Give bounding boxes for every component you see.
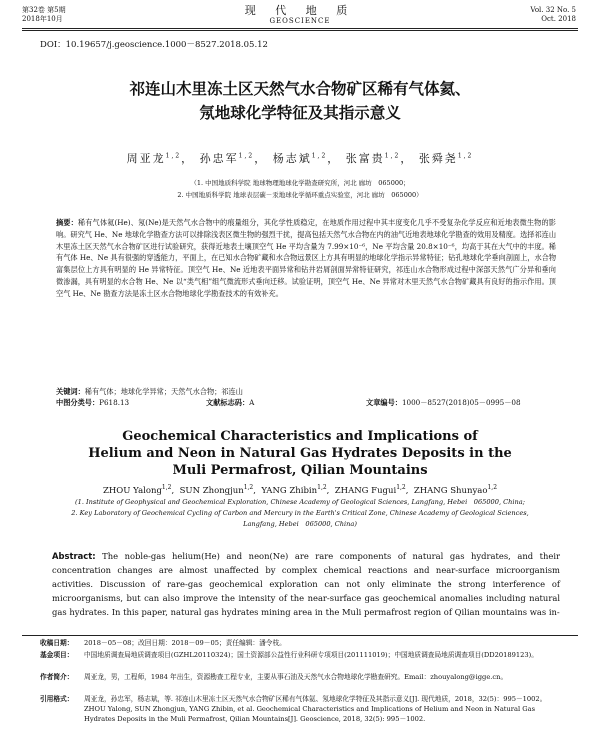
cn-keywords-text: 稀有气体；地球化学异常；天然气水合物；祁连山 <box>84 387 243 396</box>
en-title-line2: Helium and Neon in Natural Gas Hydrates Deposits in the <box>88 446 512 461</box>
cn-author-sup: 1,2 <box>165 152 182 160</box>
footnote-text: 周亚龙，男，工程师，1984 年出生，资源勘查工程专业，主要从事石油及天然气水合物地球化学勘查研究。Email：zhouyalong@igge.cn。 <box>84 673 508 681</box>
en-abstract-text: The noble-gas helium(He) and neon(Ne) are rare components of natural gas hydrates, and their concentration changes are almost unaffected by complex chemical reactions and near-surface microorganism activities. Discussion of rare-gas geochemical exploration can not only eliminate the strong interference of microorganisms, but can also improve the intensity of the near-surface gas geochemical anomalies including natural gas hydrates. In this paper, natural gas hydrates mining area in the Muli permafrost region of Qilian mountains was in- <box>52 551 560 617</box>
doc-code-label: 文献标志码： <box>206 398 250 407</box>
cn-author: 周亚龙 <box>126 152 166 165</box>
en-affiliations <box>40 497 560 530</box>
footnote-funding <box>40 650 570 660</box>
clc-value: P618.13 <box>99 398 130 407</box>
article-id-value: 1000－8527(2018)05－0995－08 <box>401 398 521 407</box>
footnote-label: 收稿日期： <box>40 639 74 647</box>
cn-author-sup: 1,2 <box>311 152 328 160</box>
journal-name-cn: 现 代 地 质 <box>244 4 356 17</box>
header-volume-en <box>530 6 576 24</box>
en-abstract-label: Abstract: <box>52 551 96 561</box>
header-date-cn: 2018年10月 <box>22 15 63 23</box>
cn-author-sup: 1,2 <box>457 152 474 160</box>
clc-label: 中图分类号： <box>56 398 100 407</box>
footnote-label: 作者简介： <box>40 673 74 681</box>
footnote-text: 中国地质调查局地质调查项目(GZHL20110324)；国土资源部公益性行业科研专项项目(201111019)；中国地质调查局地质调查项目(DD20189123)。 <box>84 651 538 659</box>
cn-keywords <box>56 386 556 397</box>
cn-affiliation-2: 2. 中国地质科学院 地球表层碳－汞地球化学循环重点实验室，河北 廊坊 065000） <box>177 191 423 199</box>
header-vol-cn: 第32卷 第5期 <box>22 6 66 14</box>
header-rule-top <box>22 28 578 29</box>
en-author-sup: 1,2 <box>161 484 172 491</box>
en-affiliation-1: (1. Institute of Geophysical and Geochemical Exploration, Chinese Academy of Geological Sciences, Langfang, Hebei 065000, China; <box>75 498 525 506</box>
cn-abstract-text: 稀有气体氦(He)、氖(Ne)是天然气水合物中的痕量组分，其化学性质稳定，在地质作用过程中其丰度变化几乎不受复杂化学反应和近地表微生物的影响。研究气 He、Ne 地球化学勘查方法可以排除浅表区微生物的强烈干扰，提高包括天然气水合物在内的油气近地表地球化学勘查的效用及精度。选择祁连山木里冻土区天然气水合物矿区进行试验研究，获得近地表土壤顶空气 He 平均含量为 7.99×10⁻⁶，Ne 平均含量 20.8×10⁻⁶，均高于其在大气中的丰度。稀有气体 He、Ne 具有很强的穿透能力，平面上，在已知水合物矿藏和水合物远景区上方具有明显的地球化学指示异常特征；钻孔地球化学垂向剖面上，水合物富集层位上方具有明显的 He 异常特征。顶空气 He、Ne 近地表平面异常和钻井岩屑剖面异常特征研究，祁连山水合物形成过程中深部天然气广分异和垂向微渗漏，具有明显的水合物 He、Ne 以“类气相”组气微流形式垂向迁移。试验证明，顶空气 He、Ne 异常对木里天然气水合物矿藏具有良好的指示作用。顶空气 He、Ne 勘查方法是冻土区水合物地球化学勘查技术的有效补充。 <box>56 218 557 298</box>
en-authors: ZHOU Yalong$^{1,2}$, SUN Zhongjun$^{1,2}$, YANG Zhibin$^{1,2}$, ZHANG Fugui$^{1,2}$, ZHANG Shunyao$^{1,2}$ <box>102 484 498 496</box>
cn-author-sup: 1,2 <box>384 152 401 160</box>
cn-title-line1: 祁连山木里冻土区天然气水合物矿区稀有气体氦、 <box>129 80 471 98</box>
header-journal <box>0 4 600 25</box>
en-author-sup: 1,2 <box>317 484 327 491</box>
cn-keywords-label: 关键词： <box>56 387 85 396</box>
en-author-sup: 1,2 <box>396 484 406 491</box>
en-author: YANG Zhibin <box>261 485 318 496</box>
cn-abstract <box>56 217 556 300</box>
footnote-rule <box>22 635 578 636</box>
en-affiliation-2: 2. Key Laboratory of Geochemical Cycling of Carbon and Mercury in the Earth's Critical Zone, Chinese Academy of Geological Sciences, <box>71 509 529 517</box>
header-date-en: Oct. 2018 <box>541 15 576 23</box>
journal-name-en: GEOSCIENCE <box>269 17 331 25</box>
footnote-text: 2018－05－08；改回日期：2018－09－05；责任编辑：潘令枝。 <box>84 639 286 647</box>
doc-code-value: A <box>249 398 255 407</box>
en-author-sup: 1,2 <box>243 484 254 491</box>
en-author: ZHANG Shunyao <box>413 485 488 496</box>
cn-abstract-label: 摘要： <box>56 218 78 227</box>
en-abstract <box>52 549 560 619</box>
cn-author: 杨志斌 <box>272 152 312 165</box>
doi: DOI：10.19657/j.geoscience.1000－8527.2018.05.12 <box>40 40 268 50</box>
cn-authors: 周亚龙$^{1,2}$， 孙忠军$^{1,2}$， 杨志斌$^{1,2}$， 张富贵$^{1,2}$， 张舜尧$^{1,2}$ <box>126 152 474 165</box>
en-author-sup: 1,2 <box>487 484 498 491</box>
cn-affiliation-1: （1. 中国地质科学院 地球物理地球化学勘查研究所，河北 廊坊 065000； <box>190 179 410 187</box>
footnote-label: 基金项目： <box>40 651 74 659</box>
cn-author-sup: 1,2 <box>238 152 255 160</box>
cn-classification <box>56 397 556 408</box>
en-author: SUN Zhongjun <box>179 485 244 496</box>
en-affiliation-3: Langfang, Hebei 065000, China) <box>243 520 357 528</box>
footnote-text: 周亚龙，孙忠军，杨志斌，等. 祁连山木里冻土区天然气水合物矿区稀有气体氦、氖地球化学特征及其指示意义[J]. 现代地质，2018，32(5)：995－1002。ZHOU Yalong, SUN Zhongjun, YANG Zhibin, et al. Geochemical Characteristics and Implications of Helium and Neon in Natural Gas Hydrates Deposits in the Muli Permafrost, Qilian Mountains[J]. Geoscience, 2018, 32(5): 995－1002. <box>84 695 547 723</box>
en-author: ZHOU Yalong <box>102 485 162 496</box>
article-id-label: 文章编号： <box>366 398 402 407</box>
header-vol-en: Vol. 32 No. 5 <box>530 6 576 14</box>
en-title-line3: Muli Permafrost, Qilian Mountains <box>172 463 428 478</box>
header-rule-bottom <box>22 30 578 31</box>
footnote-received <box>40 638 570 648</box>
cn-author: 张富贵 <box>345 152 385 165</box>
en-title-line1: Geochemical Characteristics and Implications of <box>122 429 478 444</box>
footnote-author-bio <box>40 672 570 682</box>
en-title <box>0 428 600 479</box>
cn-author: 孙忠军 <box>199 152 239 165</box>
footnote-citation <box>40 694 570 724</box>
en-author: ZHANG Fugui <box>334 485 397 496</box>
cn-title-line2: 氖地球化学特征及其指示意义 <box>199 104 401 122</box>
cn-author: 张舜尧 <box>418 152 458 165</box>
footnote-label: 引用格式： <box>40 695 74 703</box>
